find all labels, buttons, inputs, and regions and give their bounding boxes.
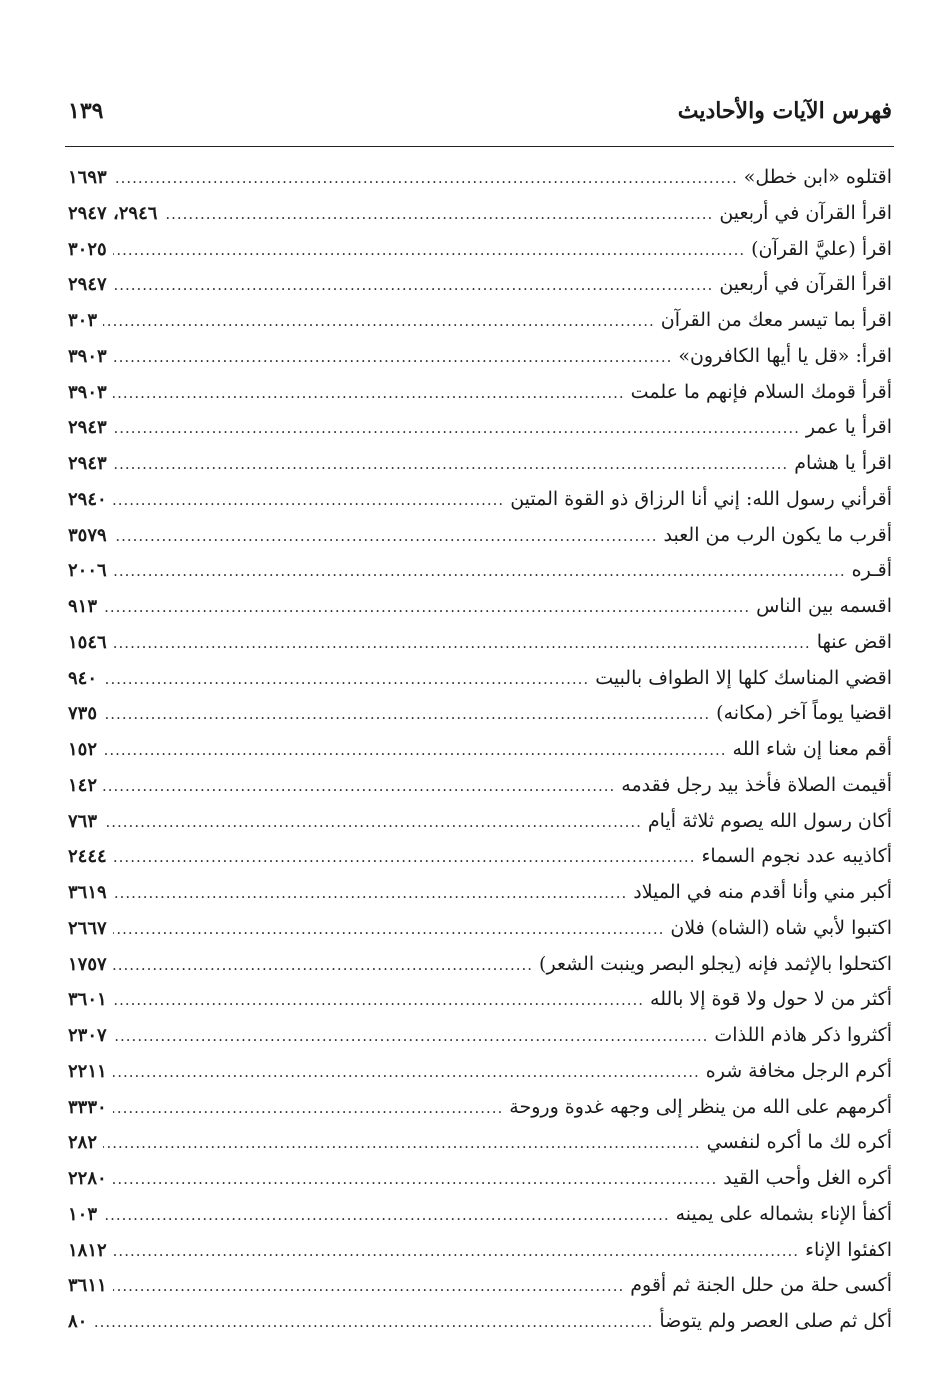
entry-text: أكرم الرجل مخافة شره bbox=[705, 1059, 892, 1082]
index-entry bbox=[68, 553, 892, 589]
index-entry-list bbox=[68, 160, 892, 1340]
entry-text: أكره لك ما أكره لنفسي bbox=[706, 1131, 892, 1154]
entry-text: اقرأ بما تيسر معك من القرآن bbox=[660, 309, 892, 331]
index-entry bbox=[68, 911, 892, 947]
entry-reference-number: ١٠٣ bbox=[68, 1203, 98, 1225]
dot-leader bbox=[113, 912, 665, 947]
entry-text: أقـره bbox=[851, 559, 892, 582]
entry-text: أكثر من لا حول ولا قوة إلا بالله bbox=[650, 988, 892, 1011]
entry-reference-number: ٢٩٤٧ bbox=[68, 274, 107, 296]
entry-text: اقسمه بين الناس bbox=[756, 595, 892, 617]
entry-text: أكرمهم على الله من ينظر إلى وجهه غدوة وروحة bbox=[509, 1095, 892, 1118]
dot-leader bbox=[113, 483, 505, 518]
index-entry bbox=[68, 518, 892, 554]
index-entry bbox=[68, 232, 892, 268]
page-title: فهرس الآيات والأحاديث bbox=[677, 98, 892, 124]
entry-reference-number: ٢٣٠٧ bbox=[68, 1025, 107, 1046]
entry-reference-number: ٧٣٥ bbox=[68, 703, 98, 725]
index-entry bbox=[68, 160, 892, 196]
dot-leader bbox=[113, 411, 800, 446]
entry-text: أكاذيبه عدد نجوم السماء bbox=[701, 845, 892, 868]
index-entry bbox=[68, 1018, 892, 1054]
index-entry bbox=[68, 267, 892, 303]
entry-text: أكسى حلة من حلل الجنة ثم أقوم bbox=[630, 1274, 892, 1297]
entry-reference-number: ١٥٤٦ bbox=[68, 631, 107, 653]
entry-reference-number: ٢٩٤٠ bbox=[68, 488, 107, 510]
dot-leader bbox=[93, 1305, 653, 1340]
entry-reference-number: ٢٩٤٦، ٢٩٤٧ bbox=[68, 202, 158, 224]
entry-reference-number: ١٦٩٣ bbox=[68, 167, 107, 188]
index-entry bbox=[68, 768, 892, 804]
dot-leader bbox=[113, 268, 714, 303]
entry-reference-number: ٣٣٣٠ bbox=[68, 1096, 107, 1118]
index-entry bbox=[68, 732, 892, 768]
dot-leader bbox=[103, 733, 727, 768]
entry-text: اقرأ يا هشام bbox=[794, 452, 892, 474]
dot-leader bbox=[113, 447, 789, 482]
index-entry bbox=[68, 1304, 892, 1340]
entry-text: أكثروا ذكر هاذم اللذات bbox=[714, 1024, 892, 1046]
entry-reference-number: ٢٢٨٠ bbox=[68, 1168, 107, 1189]
page-number: ١٣٩ bbox=[68, 98, 104, 124]
index-entry bbox=[68, 875, 892, 911]
entry-text: اقرأ القرآن في أربعين bbox=[719, 201, 892, 224]
dot-leader bbox=[113, 1269, 625, 1304]
index-entry bbox=[68, 339, 892, 375]
entry-text: اقرأ: «قل يا أيها الكافرون» bbox=[678, 344, 892, 367]
entry-reference-number: ١٧٥٧ bbox=[68, 953, 107, 975]
index-entry bbox=[68, 482, 892, 518]
dot-leader bbox=[113, 161, 738, 196]
dot-leader bbox=[103, 590, 750, 625]
dot-leader bbox=[113, 983, 644, 1018]
dot-leader bbox=[113, 1055, 700, 1090]
entry-reference-number: ٣٦١١ bbox=[68, 1275, 107, 1297]
dot-leader bbox=[103, 662, 589, 697]
dot-leader bbox=[113, 1019, 709, 1054]
page-header bbox=[68, 92, 892, 132]
entry-reference-number: ٢٩٤٣ bbox=[68, 453, 107, 474]
entry-reference-number: ٣٩٠٣ bbox=[68, 345, 107, 367]
entry-reference-number: ٢٠٠٦ bbox=[68, 560, 107, 582]
entry-text: اقرأ القرآن في أربعين bbox=[719, 273, 892, 296]
entry-reference-number: ٩١٣ bbox=[68, 596, 98, 617]
entry-reference-number: ٢٨٢ bbox=[68, 1132, 98, 1154]
index-entry bbox=[68, 303, 892, 339]
entry-text: اقض عنها bbox=[816, 630, 892, 653]
index-entry bbox=[68, 410, 892, 446]
entry-text: أكل ثم صلى العصر ولم يتوضأ bbox=[659, 1310, 892, 1332]
index-entry bbox=[68, 1161, 892, 1197]
entry-reference-number: ٣٥٧٩ bbox=[68, 524, 107, 546]
index-entry bbox=[68, 589, 892, 625]
entry-reference-number: ٣٠٣ bbox=[68, 310, 98, 331]
entry-text: اقتلوه «ابن خطل» bbox=[743, 166, 892, 188]
entry-text: اكتبوا لأبي شاه (الشاه) فلان bbox=[670, 916, 892, 939]
entry-reference-number: ٢٤٤٤ bbox=[68, 846, 107, 868]
entry-reference-number: ٢٢١١ bbox=[68, 1060, 107, 1082]
dot-leader bbox=[113, 340, 673, 375]
entry-text: أقم معنا إن شاء الله bbox=[732, 738, 892, 760]
dot-leader bbox=[103, 805, 642, 840]
entry-text: اكفئوا الإناء bbox=[805, 1238, 892, 1261]
entry-reference-number: ٩٤٠ bbox=[68, 667, 98, 689]
dot-leader bbox=[113, 376, 625, 411]
entry-reference-number: ٢٦٦٧ bbox=[68, 917, 107, 939]
dot-leader bbox=[113, 948, 533, 983]
header-rule bbox=[65, 146, 894, 147]
entry-text: أكان رسول الله يصوم ثلاثة أيام bbox=[647, 809, 892, 832]
index-entry bbox=[68, 1233, 892, 1269]
dot-leader bbox=[113, 876, 628, 911]
index-entry bbox=[68, 696, 892, 732]
dot-leader bbox=[113, 626, 811, 661]
entry-text: أكفأ الإناء بشماله على يمينه bbox=[675, 1202, 892, 1225]
index-entry bbox=[68, 446, 892, 482]
dot-leader bbox=[103, 769, 615, 804]
index-entry bbox=[68, 947, 892, 983]
index-entry bbox=[68, 196, 892, 232]
dot-leader bbox=[113, 840, 696, 875]
dot-leader bbox=[113, 1234, 799, 1269]
entry-text: اقضي المناسك كلها إلا الطواف بالبيت bbox=[595, 666, 892, 689]
entry-text: اقضيا يوماً آخر (مكانه) bbox=[716, 702, 892, 725]
dot-leader bbox=[163, 197, 713, 232]
index-entry bbox=[68, 625, 892, 661]
entry-text: أقيمت الصلاة فأخذ بيد رجل فقدمه bbox=[621, 773, 892, 796]
index-entry bbox=[68, 1054, 892, 1090]
entry-text: اقرأ (عليَّ القرآن) bbox=[751, 237, 892, 260]
index-entry bbox=[68, 804, 892, 840]
entry-reference-number: ١٤٢ bbox=[68, 774, 98, 796]
index-entry bbox=[68, 982, 892, 1018]
entry-text: اقرأ يا عمر bbox=[805, 416, 892, 439]
entry-reference-number: ٣٩٠٣ bbox=[68, 381, 107, 403]
dot-leader bbox=[113, 233, 745, 268]
dot-leader bbox=[113, 554, 846, 589]
dot-leader bbox=[113, 1091, 504, 1126]
dot-leader bbox=[113, 519, 658, 554]
index-entry bbox=[68, 1125, 892, 1161]
index-entry bbox=[68, 661, 892, 697]
dot-leader bbox=[103, 304, 655, 339]
entry-text: أقرأ قومك السلام فإنهم ما علمت bbox=[630, 380, 892, 403]
entry-text: اكتحلوا بالإثمد فإنه (يجلو البصر وينبت الشعر) bbox=[539, 952, 892, 975]
entry-reference-number: ٨٠ bbox=[68, 1311, 88, 1332]
index-entry bbox=[68, 1090, 892, 1126]
entry-reference-number: ٣٦٠١ bbox=[68, 989, 107, 1011]
index-entry bbox=[68, 375, 892, 411]
dot-leader bbox=[113, 1162, 718, 1197]
entry-reference-number: ٢٩٤٣ bbox=[68, 417, 107, 439]
dot-leader bbox=[103, 1126, 701, 1161]
dot-leader bbox=[103, 697, 710, 732]
entry-reference-number: ١٨١٢ bbox=[68, 1239, 107, 1261]
index-entry bbox=[68, 1268, 892, 1304]
entry-reference-number: ٣٠٢٥ bbox=[68, 238, 107, 260]
dot-leader bbox=[103, 1198, 670, 1233]
entry-text: أقرأني رسول الله: إني أنا الرزاق ذو القوة المتين bbox=[510, 487, 892, 510]
entry-reference-number: ٣٦١٩ bbox=[68, 882, 107, 903]
entry-text: أقرب ما يكون الرب من العبد bbox=[663, 523, 892, 546]
entry-text: أكبر مني وأنا أقدم منه في الميلاد bbox=[633, 881, 892, 903]
entry-reference-number: ٧٦٣ bbox=[68, 810, 98, 832]
entry-reference-number: ١٥٢ bbox=[68, 739, 98, 760]
index-entry bbox=[68, 1197, 892, 1233]
index-entry bbox=[68, 839, 892, 875]
entry-text: أكره الغل وأحب القيد bbox=[723, 1167, 892, 1189]
